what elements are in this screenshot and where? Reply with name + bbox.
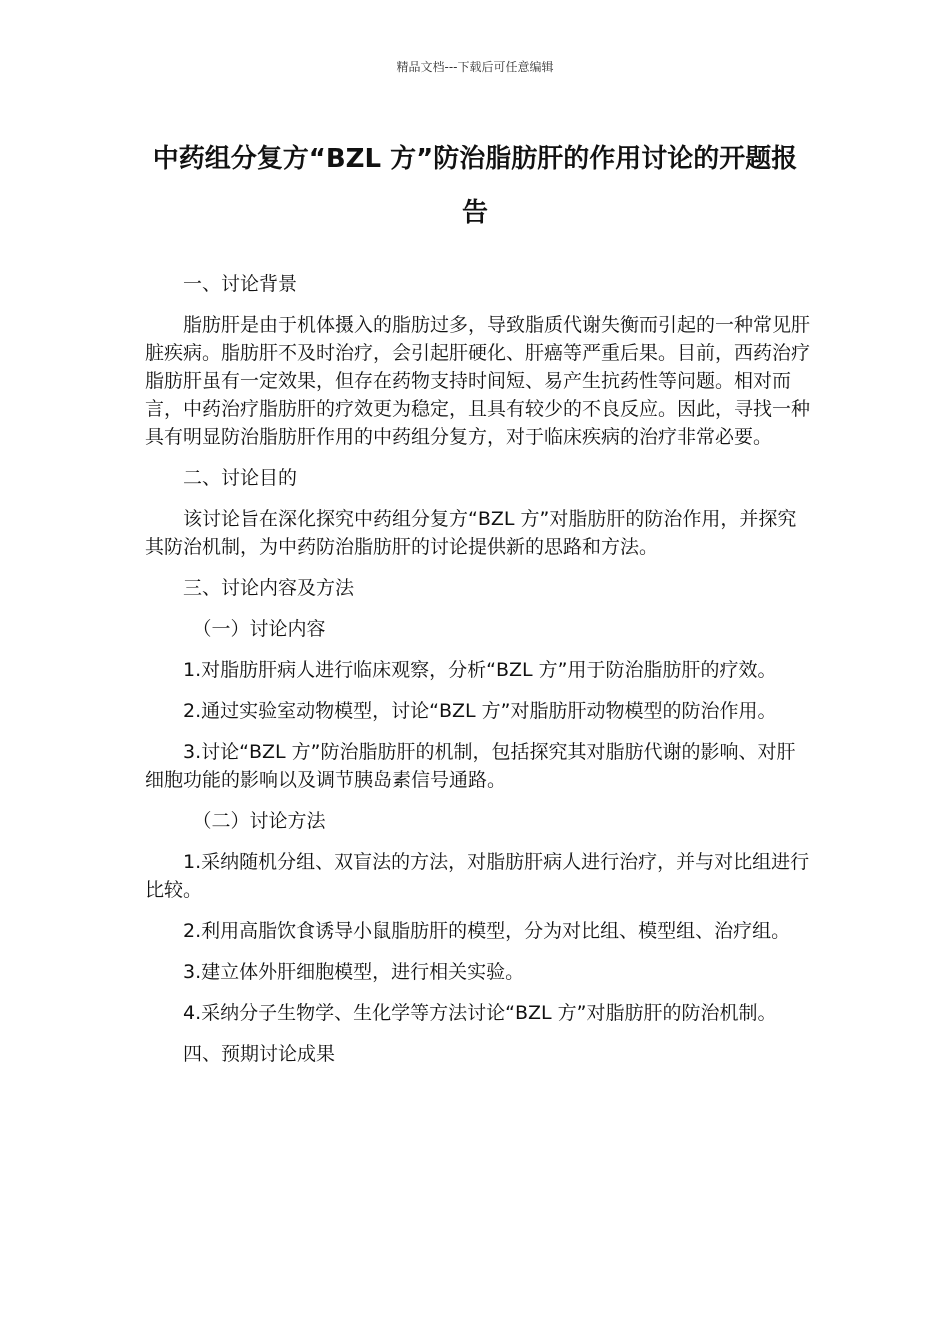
method-item: 1.采纳随机分组、双盲法的方法，对脂肪肝病人进行治疗，并与对比组进行比较。 xyxy=(145,851,810,901)
content-item: 2.通过实验室动物模型，讨论“BZL 方”对脂肪肝动物模型的防治作用。 xyxy=(183,700,777,722)
content-item: 1.对脂肪肝病人进行临床观察，分析“BZL 方”用于防治脂肪肝的疗效。 xyxy=(183,659,777,681)
method-item: 4.采纳分子生物学、生化学等方法讨论“BZL 方”对脂肪肝的防治机制。 xyxy=(183,1002,777,1024)
page-header-note: 精品文档---下载后可任意编辑 xyxy=(396,60,554,74)
content-item: 3.讨论“BZL 方”防治脂肪肝的机制，包括探究其对脂肪代谢的影响、对肝细胞功能的影响以及调节胰岛素信号通路。 xyxy=(145,741,796,791)
section-heading-purpose: 二、讨论目的 xyxy=(183,467,298,489)
section-heading-expected-results: 四、预期讨论成果 xyxy=(183,1043,336,1065)
document-title: 中药组分复方“BZL 方”防治脂肪肝的作用讨论的开题报告 xyxy=(152,144,798,228)
background-paragraph: 脂肪肝是由于机体摄入的脂肪过多，导致脂质代谢失衡而引起的一种常见肝脏疾病。脂肪肝不及时治疗，会引起肝硬化、肝癌等严重后果。目前，西药治疗脂肪肝虽有一定效果，但存在药物支持时间短、易产生抗药性等问题。相对而言，中药治疗脂肪肝的疗效更为稳定，且具有较少的不良反应。因此，寻找一种具有明显防治脂肪肝作用的中药组分复方，对于临床疾病的治疗非常必要。 xyxy=(145,314,811,448)
subheading-methods: （二）讨论方法 xyxy=(192,810,326,832)
subheading-content: （一）讨论内容 xyxy=(192,618,326,640)
method-item: 3.建立体外肝细胞模型，进行相关实验。 xyxy=(183,961,525,983)
document-body xyxy=(145,270,810,1081)
method-item: 2.利用高脂饮食诱导小鼠脂肪肝的模型，分为对比组、模型组、治疗组。 xyxy=(183,920,791,942)
section-heading-content-methods: 三、讨论内容及方法 xyxy=(183,577,355,599)
section-heading-background: 一、讨论背景 xyxy=(183,273,298,295)
purpose-paragraph: 该讨论旨在深化探究中药组分复方“BZL 方”对脂肪肝的防治作用，并探究其防治机制，为中药防治脂肪肝的讨论提供新的思路和方法。 xyxy=(145,508,797,558)
